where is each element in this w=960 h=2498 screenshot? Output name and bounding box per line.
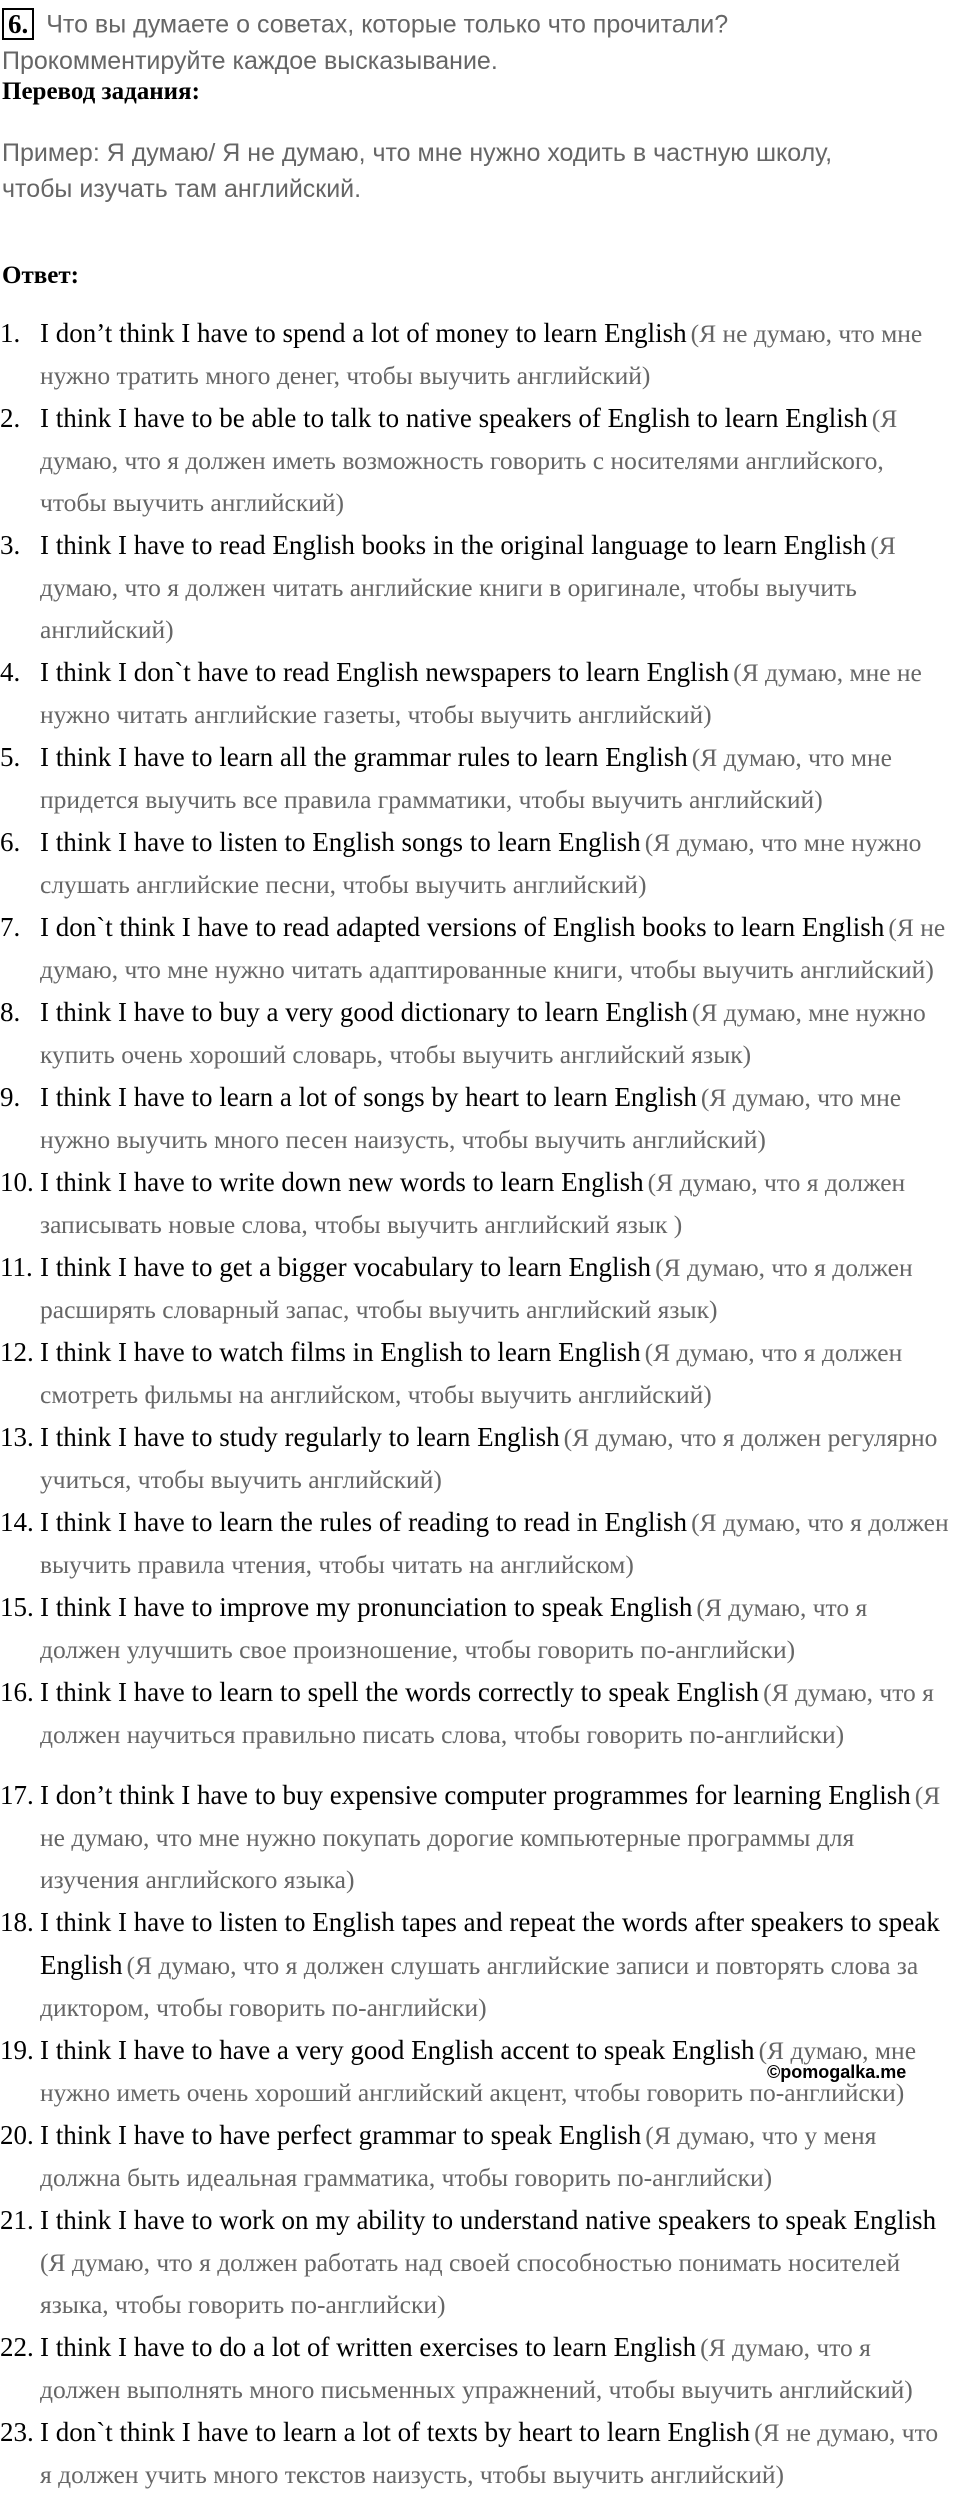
answer-body (40, 1418, 952, 1503)
answer-number: 22. (0, 2332, 34, 2362)
answer-english: I think I have to listen to English songs to learn English (40, 827, 641, 857)
answer-russian-translation: (Я думаю, что я должен выучить правила чтения, чтобы читать на английском) (40, 1508, 949, 1579)
answer-russian-translation: (Я думаю, что мне нужно выучить много песен наизусть, чтобы выучить английский) (40, 1083, 902, 1154)
answer-english: I think I don`t have to read English newspapers to learn English (40, 657, 730, 687)
answer-number: 17. (0, 1780, 34, 1810)
answer-russian-translation: (Я думаю, мне нужно купить очень хороший словарь, чтобы выучить английский язык) (40, 998, 926, 1069)
answer-item (0, 823, 952, 908)
answer-number: 14. (0, 1507, 34, 1537)
answer-english: I don’t think I have to spend a lot of money to learn English (40, 318, 687, 348)
answer-russian-translation: (Я думаю, что я должен читать английские книги в оригинале, чтобы выучить английский) (40, 531, 896, 644)
answer-number: 6. (0, 827, 21, 857)
answer-item (0, 1333, 952, 1418)
answer-body (40, 823, 952, 908)
answer-russian-translation: (Я не думаю, что мне нужно покупать дорогие компьютерные программы для изучения английского языка) (40, 1781, 941, 1894)
answer-russian-translation: (Я думаю, что я должен смотреть фильмы на английском, чтобы выучить английский) (40, 1338, 903, 1409)
answer-english: I think I have to improve my pronunciation to speak English (40, 1592, 693, 1622)
answer-english: I don`t think I have to read adapted versions of English books to learn English (40, 912, 885, 942)
answer-number: 2. (0, 403, 21, 433)
answer-russian-translation: (Я думаю, что я должен слушать английские записи и повторять слова за диктором, чтобы говорить по-английски) (40, 1951, 919, 2022)
answer-number: 10. (0, 1167, 34, 1197)
answer-english: I think I have to learn the rules of reading to read in English (40, 1507, 688, 1537)
answer-number: 18. (0, 1907, 34, 1937)
answer-body (40, 1503, 952, 1588)
answer-body (40, 1078, 952, 1163)
answer-item (0, 399, 952, 526)
answer-english: I think I have to listen to English tapes and repeat the words after speakers to speak English (40, 1907, 940, 1980)
answer-body (40, 1673, 952, 1758)
answer-item (0, 2201, 952, 2328)
answer-english: I think I have to be able to talk to native speakers of English to learn English (40, 403, 868, 433)
answer-body (40, 908, 952, 993)
answer-body (40, 2116, 952, 2201)
answer-russian-translation: (Я думаю, что я должен расширять словарный запас, чтобы выучить английский язык) (40, 1253, 913, 1324)
answer-number: 5. (0, 742, 21, 772)
answer-english: I think I have to buy a very good dictionary to learn English (40, 997, 688, 1027)
answer-english: I think I have to have a very good English accent to speak English (40, 2035, 755, 2065)
answer-body (40, 2201, 952, 2328)
answer-body (40, 314, 952, 399)
answer-english: I think I have to read English books in the original language to learn English (40, 530, 867, 560)
answer-item (0, 1163, 952, 1248)
answer-item (0, 1503, 952, 1588)
answer-number: 15. (0, 1592, 34, 1622)
answer-body (40, 399, 952, 526)
answer-number: 3. (0, 530, 21, 560)
answer-number: 9. (0, 1082, 21, 1112)
answer-body (40, 2413, 952, 2498)
answer-body (40, 1776, 952, 1903)
answer-number: 1. (0, 318, 21, 348)
answer-number: 19. (0, 2035, 34, 2065)
answer-russian-translation: (Я думаю, что я должен улучшить свое произношение, чтобы говорить по-английски) (40, 1593, 868, 1664)
answer-body (40, 1163, 952, 1248)
answer-body (40, 1248, 952, 1333)
answer-english: I don`t think I have to learn a lot of texts by heart to learn English (40, 2417, 751, 2447)
answer-item (0, 2328, 952, 2413)
answer-number: 23. (0, 2417, 34, 2447)
answer-russian-translation: (Я думаю, что я должен выполнять много письменных упражнений, чтобы выучить английский) (40, 2333, 913, 2404)
task-number: 6. (2, 8, 34, 40)
answer-item (0, 1673, 952, 1758)
watermark: ©pomogalka.me (767, 2062, 907, 2082)
answer-russian-translation: (Я думаю, что я должен работать над своей способностью понимать носителей языка, чтобы говорить по-английски) (40, 2248, 901, 2319)
answer-english: I think I have to get a bigger vocabulary to learn English (40, 1252, 652, 1282)
answer-english: I don’t think I have to buy expensive computer programmes for learning English (40, 1780, 911, 1810)
answer-item (0, 2116, 952, 2201)
answer-russian-translation: (Я думаю, мне нужно иметь очень хороший английский акцент, чтобы говорить по-английски) (40, 2036, 917, 2107)
answer-russian-translation: (Я думаю, что я должен иметь возможность говорить с носителями английского, чтобы выучить английский) (40, 404, 898, 517)
answer-english: I think I have to write down new words to learn English (40, 1167, 644, 1197)
answer-english: I think I have to learn a lot of songs by heart to learn English (40, 1082, 697, 1112)
answer-body (40, 653, 952, 738)
answer-english: I think I have to have perfect grammar to speak English (40, 2120, 642, 2150)
answer-item (0, 653, 952, 738)
translation-heading: Перевод задания: (2, 78, 200, 105)
answer-item (0, 993, 952, 1078)
answer-body (40, 1903, 952, 2031)
answer-item (0, 908, 952, 993)
answer-english: I think I have to work on my ability to understand native speakers to speak English (40, 2205, 937, 2235)
answer-item (0, 314, 952, 399)
answer-russian-translation: (Я думаю, что я должен регулярно учиться, чтобы выучить английский) (40, 1423, 938, 1494)
answer-english: I think I have to watch films in English to learn English (40, 1337, 641, 1367)
answer-body (40, 526, 952, 653)
answer-russian-translation: (Я думаю, что мне нужно слушать английские песни, чтобы выучить английский) (40, 828, 922, 899)
answer-item (0, 2413, 952, 2498)
answer-body (40, 993, 952, 1078)
task-question-line-2: Прокомментируйте каждое высказывание. (2, 47, 498, 75)
answer-russian-translation: (Я думаю, мне не нужно читать английские газеты, чтобы выучить английский) (40, 658, 922, 729)
task-question-line-1: Что вы думаете о советах, которые только что прочитали? (46, 10, 729, 39)
answer-item (0, 1776, 952, 1903)
answer-item (0, 738, 952, 823)
answer-body (40, 1588, 952, 1673)
answer-english: I think I have to study regularly to learn English (40, 1422, 560, 1452)
task-header (2, 4, 952, 43)
answer-item (0, 526, 952, 653)
answer-item (0, 1248, 952, 1333)
answer-item (0, 1588, 952, 1673)
answer-number: 11. (0, 1252, 33, 1282)
answer-list (0, 314, 952, 2498)
example-line-1: Пример: Я думаю/ Я не думаю, что мне нужно ходить в частную школу, (2, 139, 833, 167)
answer-english: I think I have to learn to spell the words correctly to speak English (40, 1677, 760, 1707)
example-line-2: чтобы изучать там английский. (2, 175, 362, 203)
answer-english: I think I have to do a lot of written exercises to learn English (40, 2332, 697, 2362)
answer-item (0, 1078, 952, 1163)
answer-body (40, 738, 952, 823)
answer-number: 4. (0, 657, 21, 687)
list-spacer (0, 1758, 952, 1776)
answer-russian-translation: (Я думаю, что у меня должна быть идеальная грамматика, чтобы говорить по-английски) (40, 2121, 877, 2192)
answer-number: 16. (0, 1677, 34, 1707)
answer-russian-translation: (Я думаю, что я должен научиться правильно писать слова, чтобы говорить по-английски) (40, 1678, 934, 1749)
answer-russian-translation: (Я не думаю, что мне нужно тратить много денег, чтобы выучить английский) (40, 319, 923, 390)
answer-russian-translation: (Я не думаю, что мне нужно читать адаптированные книги, чтобы выучить английский) (40, 913, 946, 984)
answer-body (40, 1333, 952, 1418)
answer-russian-translation: (Я не думаю, что я должен учить много текстов наизусть, чтобы выучить английский) (40, 2418, 939, 2489)
answer-number: 12. (0, 1337, 34, 1367)
answer-number: 8. (0, 997, 21, 1027)
answer-heading: Ответ: (2, 262, 79, 289)
answer-russian-translation: (Я думаю, что мне придется выучить все правила грамматики, чтобы выучить английский) (40, 743, 892, 814)
answer-number: 20. (0, 2120, 34, 2150)
answer-english: I think I have to learn all the grammar rules to learn English (40, 742, 688, 772)
answer-item (0, 1903, 952, 2031)
answer-body (40, 2328, 952, 2413)
answer-item (0, 1418, 952, 1503)
answer-number: 13. (0, 1422, 34, 1452)
answer-russian-translation: (Я думаю, что я должен записывать новые слова, чтобы выучить английский язык ) (40, 1168, 906, 1239)
answer-number: 21. (0, 2205, 34, 2235)
answer-number: 7. (0, 912, 21, 942)
